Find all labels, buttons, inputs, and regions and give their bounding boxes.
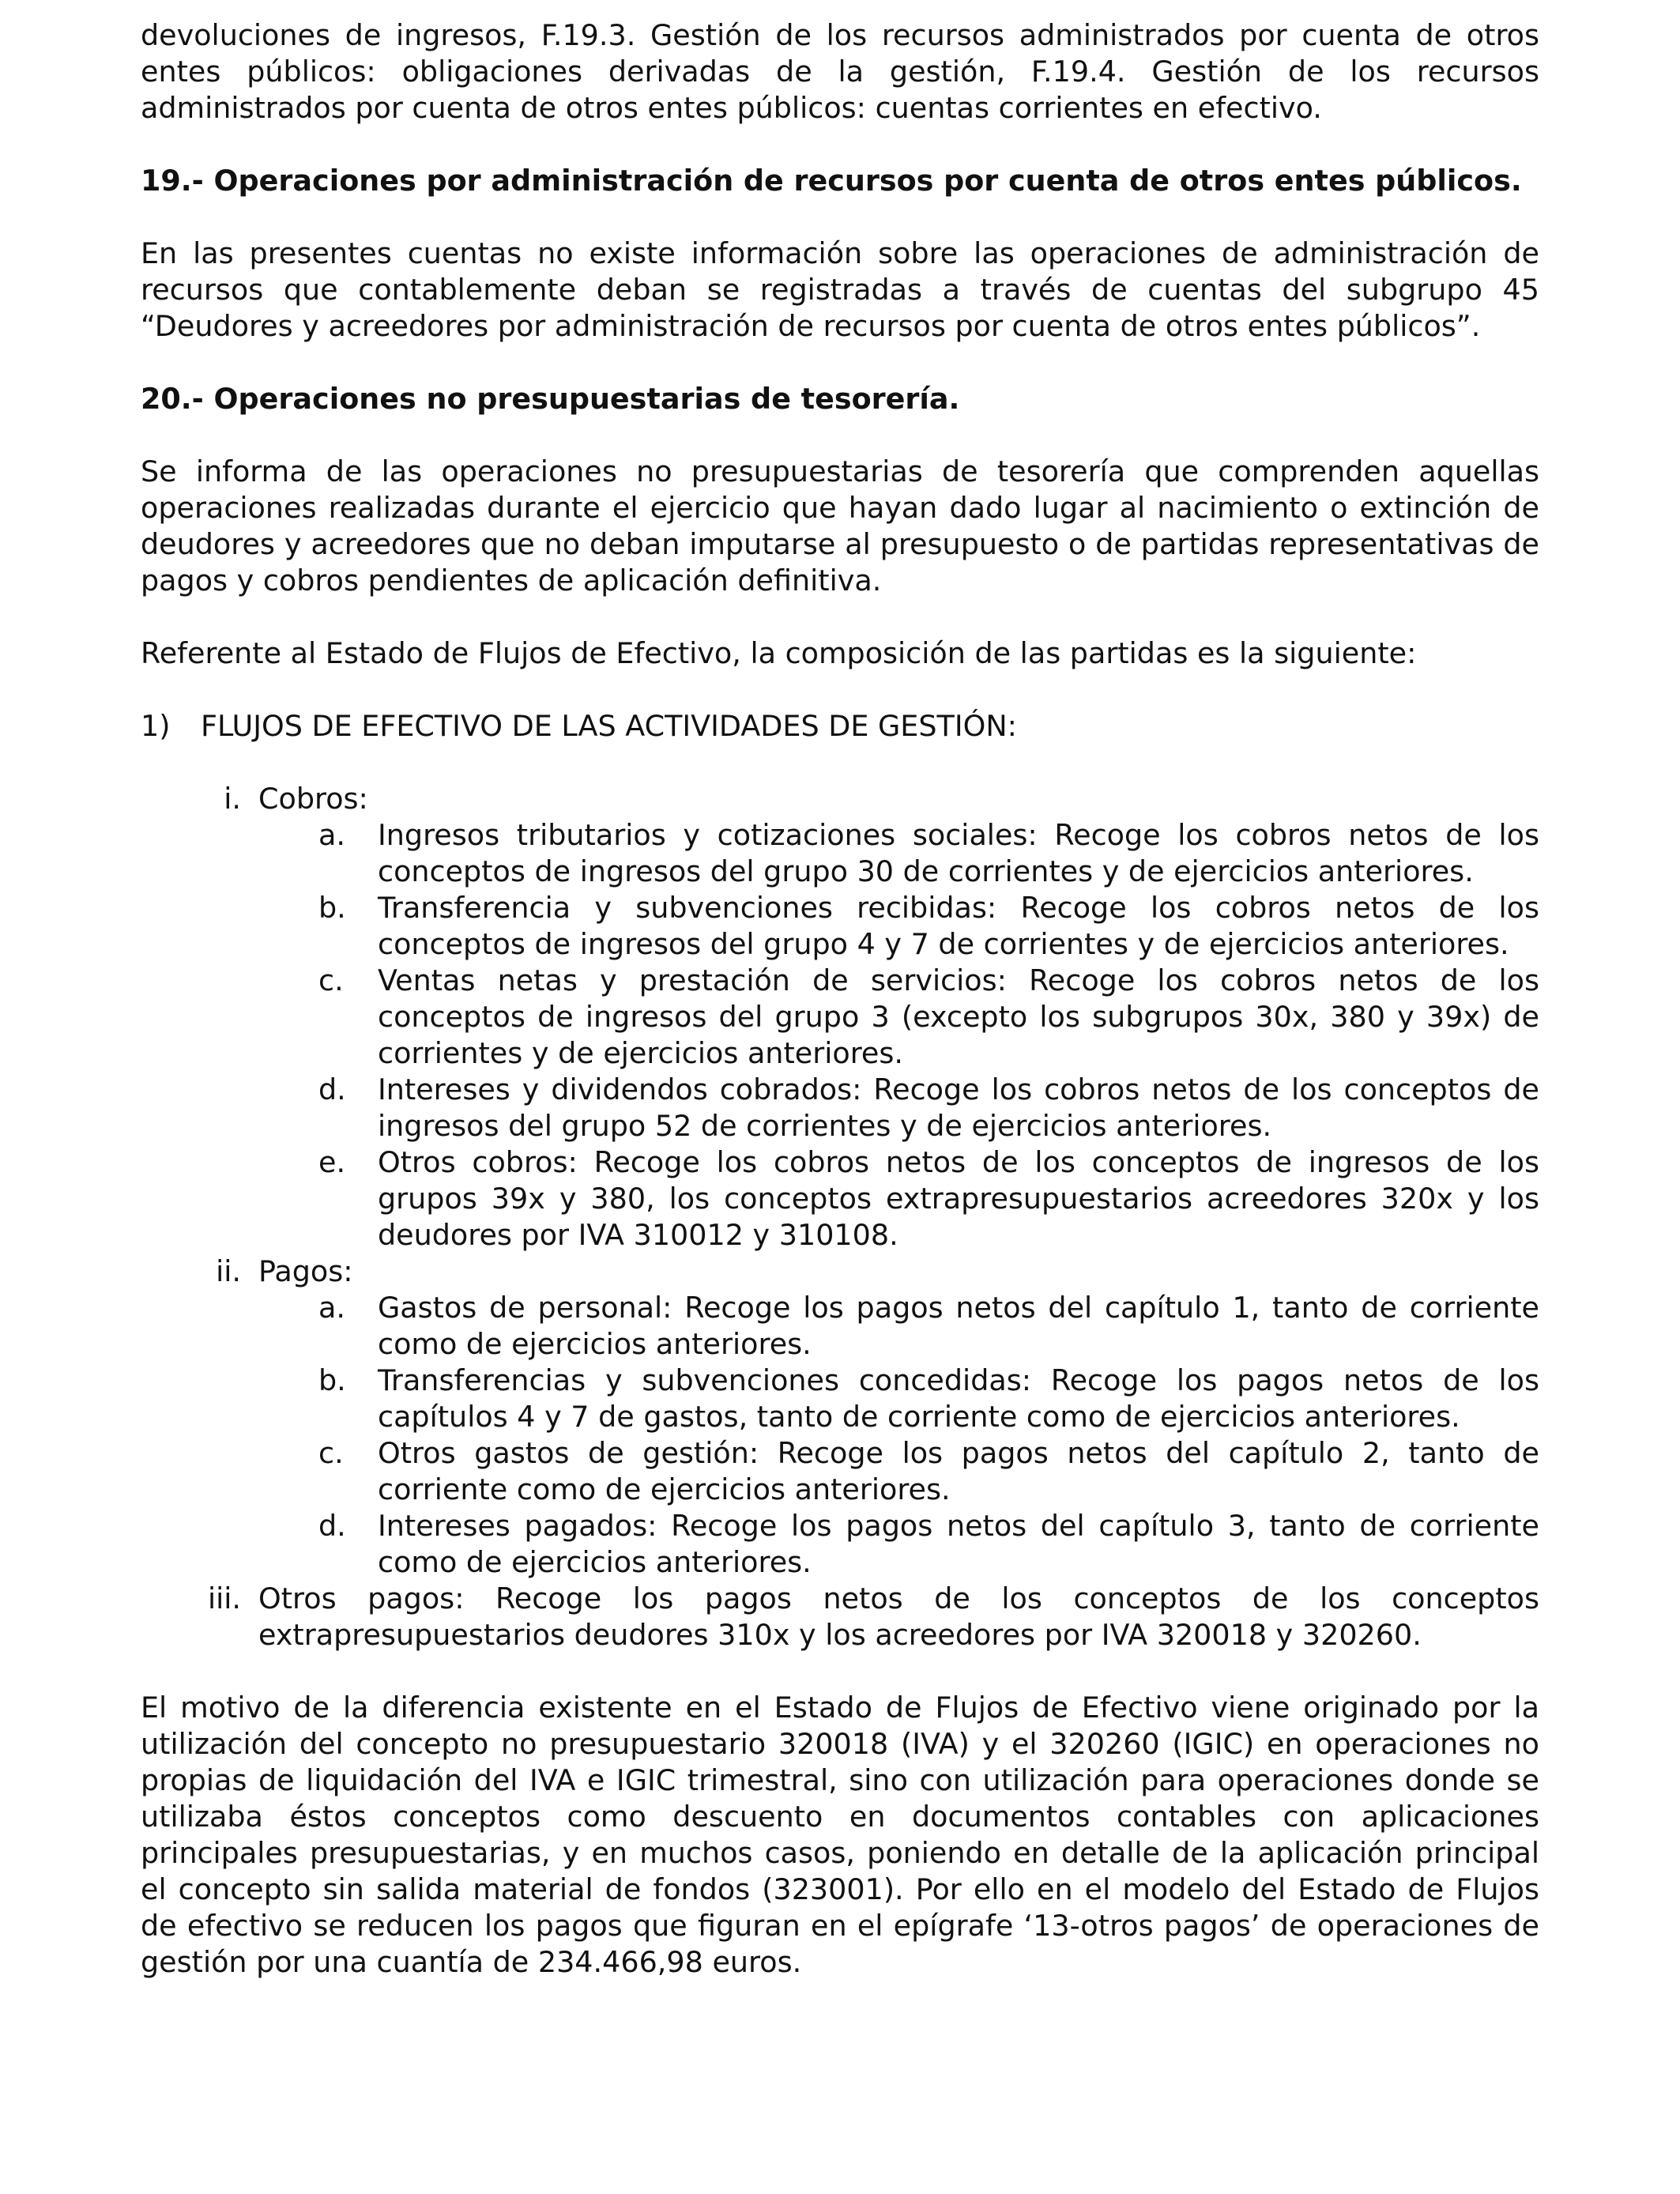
list-marker: d. [318,1509,346,1543]
list-marker: a. [318,818,345,852]
list-marker: ii. [216,1254,241,1288]
list-marker: iii. [207,1581,241,1615]
list-item-text: Transferencias y subvenciones concedidas: Recoge los pagos netos de los capítulos 4 y 7 de gastos, tanto de corriente como de ejercicios anteriores. [378,1363,1539,1434]
list-item [141,1363,1539,1435]
list-marker: e. [318,1145,346,1179]
list-item-text: Gastos de personal: Recoge los pagos netos del capítulo 1, tanto de corriente como de ejercicios anteriores. [378,1291,1539,1361]
list-item-text: Ventas netas y prestación de servicios: Recoge los cobros netos de los conceptos de ingresos del grupo 3 (excepto los subgrupos 30x, 380 y 39x) de corrientes y de ejercicios anteriores. [378,963,1539,1070]
flujos-intro: Referente al Estado de Flujos de Efectivo, la composición de las partidas es la siguiente: [141,636,1417,670]
list-item [141,890,1539,963]
cobros-item [141,781,1539,817]
list-item [141,963,1539,1072]
section-19-heading: 19.- Operaciones por administración de recursos por cuenta de otros entes públicos. [141,164,1522,198]
flujos-title-text: FLUJOS DE EFECTIVO DE LAS ACTIVIDADES DE GESTIÓN: [201,709,1017,743]
list-item [141,1144,1539,1253]
section-20-heading: 20.- Operaciones no presupuestarias de tesorería. [141,382,960,416]
list-marker: i. [224,782,241,816]
list-item [141,1508,1539,1581]
section-19-body: En las presentes cuentas no existe información sobre las operaciones de administración de recursos que contablemente deban se registradas a través de cuentas del subgrupo 45 “Deudores y acreedores por administración de recursos por cuenta de otros entes públicos”. [141,236,1539,343]
list-item-text: Otros cobros: Recoge los cobros netos de los conceptos de ingresos de los grupos 39x y 380, los conceptos extrapresupuestarios acreedores 320x y los deudores por IVA 310012 y 310108. [378,1145,1539,1252]
list-item [141,1072,1539,1144]
pagos-sublist [141,1290,1539,1581]
flujos-list [141,781,1539,1653]
document-page [141,17,1539,1981]
list-marker: b. [318,891,346,925]
list-item [141,1435,1539,1508]
list-item [141,817,1539,890]
list-item-text: Intereses pagados: Recoge los pagos netos del capítulo 3, tanto de corriente como de ejercicios anteriores. [378,1509,1539,1579]
section-20-body: Se informa de las operaciones no presupuestarias de tesorería que comprenden aquellas operaciones realizadas durante el ejercicio que hayan dado lugar al nacimiento o extinción de deudores y acreedores que no deban imputarse al presupuesto o de partidas representativas de pagos y cobros pendientes de aplicación definitiva. [141,454,1539,598]
flujos-gestion-title [141,708,1539,745]
pagos-item [141,1253,1539,1290]
cobros-sublist [141,817,1539,1253]
cobros-label: Cobros: [258,782,368,816]
list-marker: a. [318,1291,345,1325]
list-item [141,1290,1539,1363]
list-marker: b. [318,1363,346,1397]
otros-pagos-text: Otros pagos: Recoge los pagos netos de los conceptos de los conceptos extrapresupuestarios deudores 310x y los acreedores por IVA 320018 y 320260. [258,1581,1539,1652]
pagos-label: Pagos: [258,1254,353,1288]
list-marker: c. [318,1436,344,1470]
list-item-text: Ingresos tributarios y cotizaciones sociales: Recoge los cobros netos de los conceptos de ingresos del grupo 30 de corrientes y de ejercicios anteriores. [378,818,1539,888]
list-item-text: Intereses y dividendos cobrados: Recoge los cobros netos de los conceptos de ingresos del grupo 52 de corrientes y de ejercicios anteriores. [378,1072,1539,1143]
conclusion-paragraph: El motivo de la diferencia existente en el Estado de Flujos de Efectivo viene originado por la utilización del concepto no presupuestario 320018 (IVA) y el 320260 (IGIC) en operaciones no propias de liquidación del IVA e IGIC trimestral, sino con utilización para operaciones donde se utilizaba éstos conceptos como descuento en documentos contables con aplicaciones principales presupuestarias, y en muchos casos, poniendo en detalle de la aplicación principal el concepto sin salida material de fondos (323001). Por ello en el modelo del Estado de Flujos de efectivo se reducen los pagos que figuran en el epígrafe ‘13-otros pagos’ de operaciones de gestión por una cuantía de 234.466,98 euros. [141,1691,1539,1979]
list-marker: 1) [141,709,171,743]
list-marker: c. [318,963,344,997]
otros-pagos-item [141,1581,1539,1653]
list-item-text: Transferencia y subvenciones recibidas: Recoge los cobros netos de los conceptos de ingresos del grupo 4 y 7 de corrientes y de ejercicios anteriores. [378,891,1539,961]
list-marker: d. [318,1072,346,1106]
intro-paragraph: devoluciones de ingresos, F.19.3. Gestión de los recursos administrados por cuenta de otros entes públicos: obligaciones derivadas de la gestión, F.19.4. Gestión de los recursos administrados por cuenta de otros entes públicos: cuentas corrientes en efectivo. [141,18,1539,125]
list-item-text: Otros gastos de gestión: Recoge los pagos netos del capítulo 2, tanto de corriente como de ejercicios anteriores. [378,1436,1539,1506]
